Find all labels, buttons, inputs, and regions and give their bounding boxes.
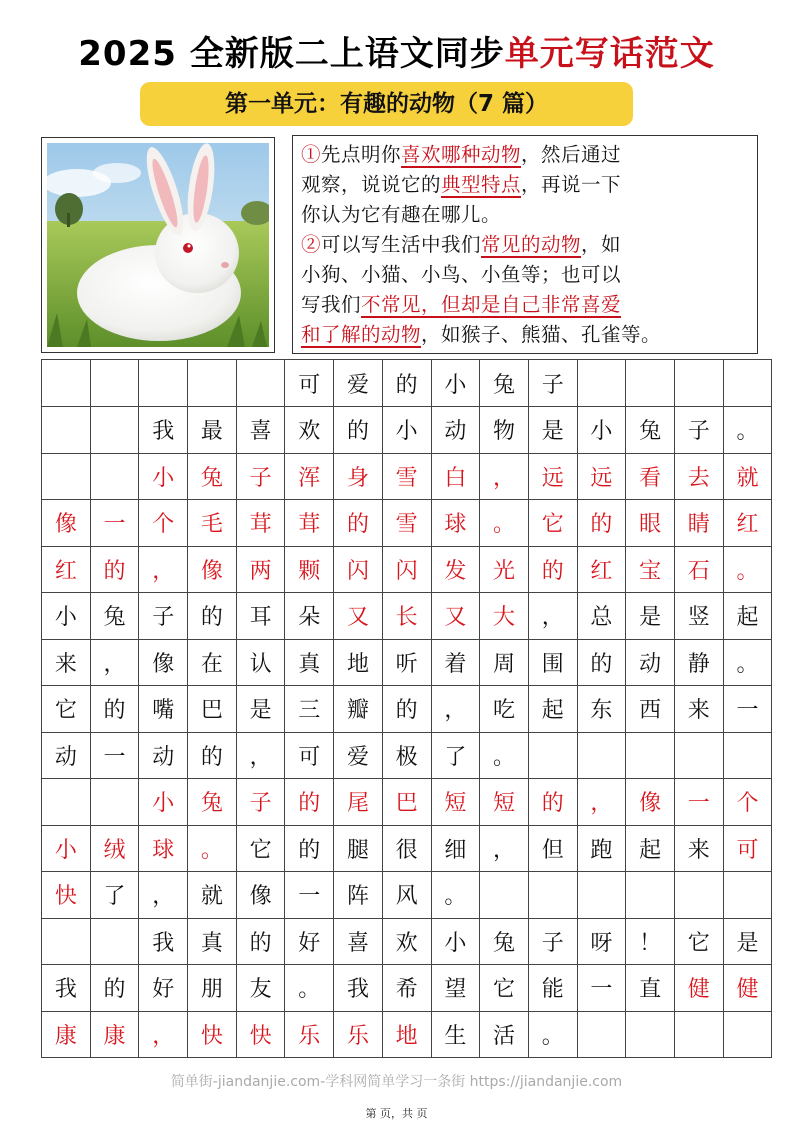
grid-cell xyxy=(723,732,772,779)
grid-cell: 我 xyxy=(334,965,383,1012)
grid-cell: 望 xyxy=(431,965,480,1012)
grid-cell: 颗 xyxy=(285,546,334,593)
grid-cell: 起 xyxy=(528,686,577,733)
grid-cell xyxy=(42,453,91,500)
grid-cell: 是 xyxy=(626,593,675,640)
grid-cell: 。 xyxy=(431,872,480,919)
grid-cell: 一 xyxy=(285,872,334,919)
watermark-footer: 简单街-jiandanjie.com-学科网简单学习一条街 https://jiandanjie.com xyxy=(170,1074,623,1090)
grid-cell: 红 xyxy=(577,546,626,593)
grid-cell: 起 xyxy=(626,825,675,872)
grid-cell: 小 xyxy=(42,825,91,872)
grid-cell xyxy=(723,1011,772,1058)
grid-cell xyxy=(139,360,188,407)
grid-cell: 像 xyxy=(188,546,237,593)
grid-cell: 小 xyxy=(431,360,480,407)
tip-text: ，然后通过 xyxy=(521,143,622,166)
grid-cell: 子 xyxy=(528,918,577,965)
grid-cell: 东 xyxy=(577,686,626,733)
page-title xyxy=(0,26,793,75)
grid-cell: 阵 xyxy=(334,872,383,919)
grid-cell: 雪 xyxy=(382,453,431,500)
grid-cell: 康 xyxy=(90,1011,139,1058)
grid-cell: 红 xyxy=(42,546,91,593)
grid-cell: 。 xyxy=(723,407,772,454)
unit-subtitle-banner: 第一单元：有趣的动物（7 篇） xyxy=(140,82,633,126)
grid-cell: 周 xyxy=(480,639,529,686)
grid-cell: 睛 xyxy=(674,500,723,547)
grid-cell: 动 xyxy=(139,732,188,779)
grid-cell: 生 xyxy=(431,1011,480,1058)
grid-cell: 腿 xyxy=(334,825,383,872)
grid-cell xyxy=(42,779,91,826)
grid-cell: 小 xyxy=(139,779,188,826)
grid-cell xyxy=(90,918,139,965)
grid-cell xyxy=(626,732,675,779)
grid-cell xyxy=(723,360,772,407)
grid-cell: 但 xyxy=(528,825,577,872)
essay-row xyxy=(42,918,772,965)
grid-cell: 一 xyxy=(90,732,139,779)
grid-cell: 球 xyxy=(431,500,480,547)
tip-line xyxy=(301,230,751,260)
grid-cell: 个 xyxy=(723,779,772,826)
grid-cell: 健 xyxy=(674,965,723,1012)
grid-cell: 动 xyxy=(431,407,480,454)
grid-cell: 耳 xyxy=(236,593,285,640)
grid-cell: 短 xyxy=(480,779,529,826)
essay-row xyxy=(42,407,772,454)
grid-cell: 远 xyxy=(528,453,577,500)
grid-cell xyxy=(90,360,139,407)
grid-cell: 兔 xyxy=(626,407,675,454)
grid-cell: 的 xyxy=(285,825,334,872)
grid-cell: 希 xyxy=(382,965,431,1012)
grid-cell: 就 xyxy=(723,453,772,500)
essay-title-row xyxy=(42,360,772,407)
grid-cell: 毛 xyxy=(188,500,237,547)
tip-number: ① xyxy=(301,143,322,166)
grid-cell: 可 xyxy=(285,732,334,779)
essay-row xyxy=(42,686,772,733)
tip-line xyxy=(301,170,751,200)
grid-cell: 呀 xyxy=(577,918,626,965)
grid-cell: 就 xyxy=(188,872,237,919)
tip-highlight: 和了解的动物 xyxy=(301,323,422,346)
grid-cell: 快 xyxy=(236,1011,285,1058)
essay-row xyxy=(42,825,772,872)
grid-cell: 去 xyxy=(674,453,723,500)
grid-cell: ， xyxy=(139,872,188,919)
tip-text: 写我们 xyxy=(301,293,362,316)
grid-cell: 看 xyxy=(626,453,675,500)
grid-cell: 的 xyxy=(285,779,334,826)
grid-cell: 白 xyxy=(431,453,480,500)
grid-cell: 的 xyxy=(236,918,285,965)
grid-cell: 它 xyxy=(480,965,529,1012)
grid-cell: 小 xyxy=(577,407,626,454)
grid-cell: 发 xyxy=(431,546,480,593)
grid-cell: 个 xyxy=(139,500,188,547)
grid-cell: 又 xyxy=(431,593,480,640)
grid-cell: 。 xyxy=(285,965,334,1012)
grid-cell: 极 xyxy=(382,732,431,779)
grid-cell: 认 xyxy=(236,639,285,686)
grid-cell xyxy=(480,872,529,919)
tip-line xyxy=(301,200,751,230)
grid-cell: 的 xyxy=(90,686,139,733)
grid-cell: 闪 xyxy=(334,546,383,593)
grid-cell xyxy=(577,360,626,407)
essay-row xyxy=(42,453,772,500)
grid-cell: 短 xyxy=(431,779,480,826)
grid-cell: 雪 xyxy=(382,500,431,547)
grid-cell: ， xyxy=(431,686,480,733)
grid-cell: 喜 xyxy=(236,407,285,454)
title-main: 2025 全新版二上语文同步 xyxy=(78,34,505,74)
grid-cell: 闪 xyxy=(382,546,431,593)
grid-cell: 兔 xyxy=(480,360,529,407)
grid-cell: 它 xyxy=(528,500,577,547)
grid-cell: 一 xyxy=(90,500,139,547)
grid-cell xyxy=(674,872,723,919)
grid-cell: 的 xyxy=(528,546,577,593)
grid-cell: 了 xyxy=(90,872,139,919)
grid-cell: 。 xyxy=(480,500,529,547)
essay-row xyxy=(42,1011,772,1058)
grid-cell: 好 xyxy=(139,965,188,1012)
grid-cell: 两 xyxy=(236,546,285,593)
grid-cell: 它 xyxy=(674,918,723,965)
grid-cell: 茸 xyxy=(236,500,285,547)
grid-cell: 是 xyxy=(236,686,285,733)
grid-cell: 风 xyxy=(382,872,431,919)
grid-cell: 竖 xyxy=(674,593,723,640)
grid-cell: 好 xyxy=(285,918,334,965)
grid-cell: 朋 xyxy=(188,965,237,1012)
grid-cell: 子 xyxy=(236,779,285,826)
grid-cell: 起 xyxy=(723,593,772,640)
grid-cell: 。 xyxy=(480,732,529,779)
grid-cell: 三 xyxy=(285,686,334,733)
tip-highlight: 常见的动物 xyxy=(481,233,582,256)
grid-cell: 健 xyxy=(723,965,772,1012)
grid-cell: 大 xyxy=(480,593,529,640)
grid-cell xyxy=(674,1011,723,1058)
grid-cell: 跑 xyxy=(577,825,626,872)
grid-cell: 动 xyxy=(42,732,91,779)
grid-cell: 我 xyxy=(42,965,91,1012)
tip-highlight: 不常见，但却是自己非常喜爱 xyxy=(361,293,622,316)
grid-cell xyxy=(626,1011,675,1058)
grid-cell: 吃 xyxy=(480,686,529,733)
grid-cell: 物 xyxy=(480,407,529,454)
grid-cell: 的 xyxy=(382,360,431,407)
grid-cell: 地 xyxy=(334,639,383,686)
grid-cell: 眼 xyxy=(626,500,675,547)
essay-row xyxy=(42,500,772,547)
grid-cell: 又 xyxy=(334,593,383,640)
tip-text: ，再说一下 xyxy=(521,173,622,196)
grid-cell: 西 xyxy=(626,686,675,733)
grid-cell: 康 xyxy=(42,1011,91,1058)
grid-cell: ！ xyxy=(626,918,675,965)
grid-cell: 可 xyxy=(285,360,334,407)
grid-cell: 兔 xyxy=(90,593,139,640)
grid-cell xyxy=(626,360,675,407)
grid-cell: 红 xyxy=(723,500,772,547)
grid-cell: 长 xyxy=(382,593,431,640)
tip-text: 你认为它有趣在哪儿。 xyxy=(301,203,502,226)
page-number: 第 页，共 页 xyxy=(365,1107,428,1120)
grid-cell: 一 xyxy=(723,686,772,733)
grid-cell: 可 xyxy=(723,825,772,872)
grid-cell: 子 xyxy=(236,453,285,500)
grid-cell: 小 xyxy=(42,593,91,640)
grid-cell: 子 xyxy=(528,360,577,407)
title-highlight: 单元写话范文 xyxy=(504,34,715,74)
grid-cell: 来 xyxy=(674,825,723,872)
grid-cell: 了 xyxy=(431,732,480,779)
essay-row xyxy=(42,732,772,779)
grid-cell xyxy=(723,872,772,919)
grid-cell: 一 xyxy=(674,779,723,826)
grid-cell: 真 xyxy=(188,918,237,965)
grid-cell xyxy=(674,360,723,407)
grid-cell: 它 xyxy=(42,686,91,733)
grid-cell: 兔 xyxy=(480,918,529,965)
grid-cell: 爱 xyxy=(334,360,383,407)
essay-grid xyxy=(41,359,772,1058)
tip-text: 观察，说说它的 xyxy=(301,173,442,196)
grid-cell: 它 xyxy=(236,825,285,872)
grid-cell: 绒 xyxy=(90,825,139,872)
tip-text: ，如猴子、熊猫、孔雀等。 xyxy=(421,323,662,346)
grid-cell: 来 xyxy=(674,686,723,733)
grid-cell: 兔 xyxy=(188,453,237,500)
essay-row xyxy=(42,546,772,593)
grid-cell: 地 xyxy=(382,1011,431,1058)
grid-cell: ， xyxy=(90,639,139,686)
grid-cell: 友 xyxy=(236,965,285,1012)
grid-cell: 快 xyxy=(42,872,91,919)
tip-text: 先点明你 xyxy=(321,143,402,166)
grid-cell: 子 xyxy=(674,407,723,454)
grid-cell: ， xyxy=(528,593,577,640)
grid-cell: 着 xyxy=(431,639,480,686)
rabbit-photo xyxy=(41,137,275,353)
essay-row xyxy=(42,593,772,640)
grid-cell: 的 xyxy=(577,639,626,686)
grid-cell xyxy=(90,407,139,454)
grid-cell: 很 xyxy=(382,825,431,872)
grid-cell: ， xyxy=(236,732,285,779)
grid-cell xyxy=(236,360,285,407)
grid-cell: 能 xyxy=(528,965,577,1012)
grid-cell: 乐 xyxy=(285,1011,334,1058)
grid-cell: 的 xyxy=(90,965,139,1012)
grid-cell: 听 xyxy=(382,639,431,686)
tip-highlight: 典型特点 xyxy=(441,173,522,196)
grid-cell: 尾 xyxy=(334,779,383,826)
essay-row xyxy=(42,779,772,826)
grid-cell: 欢 xyxy=(382,918,431,965)
grid-cell xyxy=(577,872,626,919)
grid-cell: 直 xyxy=(626,965,675,1012)
grid-cell: 最 xyxy=(188,407,237,454)
grid-cell: 巴 xyxy=(188,686,237,733)
grid-cell xyxy=(528,872,577,919)
grid-cell: 的 xyxy=(577,500,626,547)
grid-cell: 的 xyxy=(334,500,383,547)
grid-cell: 我 xyxy=(139,407,188,454)
grid-cell: 静 xyxy=(674,639,723,686)
grid-cell: 像 xyxy=(236,872,285,919)
grid-cell: 乐 xyxy=(334,1011,383,1058)
grid-cell xyxy=(90,453,139,500)
writing-tips-box xyxy=(292,135,758,354)
grid-cell: 。 xyxy=(723,546,772,593)
grid-cell: 。 xyxy=(188,825,237,872)
grid-cell: 我 xyxy=(139,918,188,965)
grid-cell: 的 xyxy=(382,686,431,733)
grid-cell xyxy=(626,872,675,919)
grid-cell: 活 xyxy=(480,1011,529,1058)
grid-cell: ， xyxy=(577,779,626,826)
essay-row xyxy=(42,965,772,1012)
grid-cell: 浑 xyxy=(285,453,334,500)
tip-text: ，如 xyxy=(581,233,622,256)
grid-cell: 子 xyxy=(139,593,188,640)
tip-line xyxy=(301,320,751,350)
grid-cell xyxy=(90,779,139,826)
grid-cell xyxy=(42,407,91,454)
grid-cell: 是 xyxy=(528,407,577,454)
grid-cell: 球 xyxy=(139,825,188,872)
grid-cell xyxy=(577,732,626,779)
tip-line xyxy=(301,140,751,170)
tip-line xyxy=(301,260,751,290)
grid-cell: 的 xyxy=(90,546,139,593)
grid-cell: 兔 xyxy=(188,779,237,826)
grid-cell: 像 xyxy=(626,779,675,826)
grid-cell: 围 xyxy=(528,639,577,686)
grid-cell: 巴 xyxy=(382,779,431,826)
grid-cell xyxy=(528,732,577,779)
grid-cell: 身 xyxy=(334,453,383,500)
grid-cell: 在 xyxy=(188,639,237,686)
grid-cell: 瓣 xyxy=(334,686,383,733)
grid-cell xyxy=(577,1011,626,1058)
grid-cell: 小 xyxy=(382,407,431,454)
grid-cell: 的 xyxy=(334,407,383,454)
grid-cell: ， xyxy=(480,825,529,872)
grid-cell: 像 xyxy=(42,500,91,547)
essay-row xyxy=(42,872,772,919)
grid-cell: ， xyxy=(480,453,529,500)
grid-cell: 来 xyxy=(42,639,91,686)
grid-cell xyxy=(42,360,91,407)
tip-highlight: 喜欢哪种动物 xyxy=(401,143,522,166)
grid-cell: 一 xyxy=(577,965,626,1012)
tip-text: 小狗、小猫、小鸟、小鱼等；也可以 xyxy=(301,263,622,286)
tip-line xyxy=(301,290,751,320)
grid-cell: 嘴 xyxy=(139,686,188,733)
grid-cell: 宝 xyxy=(626,546,675,593)
grid-cell: 喜 xyxy=(334,918,383,965)
essay-row xyxy=(42,639,772,686)
grid-cell: 像 xyxy=(139,639,188,686)
grid-cell: 朵 xyxy=(285,593,334,640)
grid-cell: 。 xyxy=(528,1011,577,1058)
tip-text: 可以写生活中我们 xyxy=(321,233,482,256)
tip-number: ② xyxy=(301,233,322,256)
grid-cell: 光 xyxy=(480,546,529,593)
grid-cell: ， xyxy=(139,1011,188,1058)
grid-cell: 快 xyxy=(188,1011,237,1058)
grid-cell: 石 xyxy=(674,546,723,593)
rabbit-illustration xyxy=(47,143,269,347)
grid-cell: 。 xyxy=(723,639,772,686)
grid-cell: 爱 xyxy=(334,732,383,779)
grid-cell: 小 xyxy=(139,453,188,500)
grid-cell: 真 xyxy=(285,639,334,686)
grid-cell: 茸 xyxy=(285,500,334,547)
grid-cell xyxy=(674,732,723,779)
grid-cell: 远 xyxy=(577,453,626,500)
grid-cell: 的 xyxy=(528,779,577,826)
grid-cell: 的 xyxy=(188,732,237,779)
grid-cell: 动 xyxy=(626,639,675,686)
grid-cell: ， xyxy=(139,546,188,593)
grid-cell: 欢 xyxy=(285,407,334,454)
grid-cell xyxy=(188,360,237,407)
grid-cell: 的 xyxy=(188,593,237,640)
grid-cell: 小 xyxy=(431,918,480,965)
grid-cell: 总 xyxy=(577,593,626,640)
grid-cell: 细 xyxy=(431,825,480,872)
grid-cell: 是 xyxy=(723,918,772,965)
grid-cell xyxy=(42,918,91,965)
